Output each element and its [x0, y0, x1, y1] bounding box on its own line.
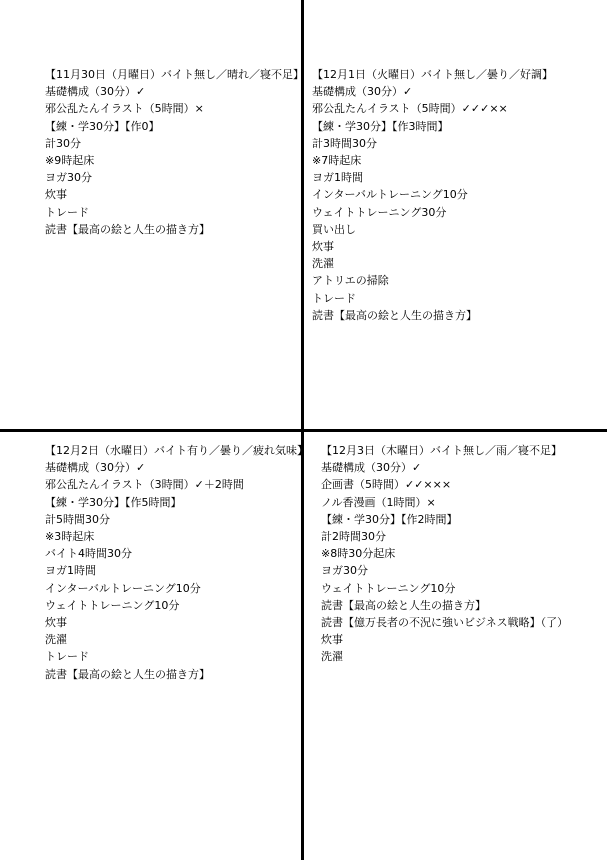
entry-line: 計3時間30分 — [312, 136, 377, 150]
entry-line: 炊事 — [45, 188, 67, 202]
diary-entry-dec2 — [45, 442, 308, 683]
entry-line: ヨガ30分 — [45, 171, 92, 185]
entry-line: 読書【億万長者の不況に強いビジネス戦略】（了） — [321, 616, 569, 630]
diary-entry-nov30 — [45, 66, 304, 238]
entry-line: ※9時起床 — [45, 154, 95, 168]
entry-line: トレード — [45, 205, 89, 219]
entry-line: 読書【最高の絵と人生の描き方】 — [45, 222, 210, 236]
entry-line: 基礎構成（30分）✓ — [45, 461, 146, 475]
entry-line: ヨガ30分 — [321, 564, 368, 578]
entry-line: 基礎構成（30分）✓ — [45, 85, 146, 99]
entry-line: ※7時起床 — [312, 154, 362, 168]
entry-line: 読書【最高の絵と人生の描き方】 — [321, 598, 486, 612]
entry-line: 炊事 — [312, 240, 334, 254]
entry-line: 【練・学30分】【作3時間】 — [312, 119, 449, 133]
entry-line: 企画書（5時間）✓✓××× — [321, 478, 452, 492]
entry-line: 邪公乱たんイラスト（3時間）✓＋2時間 — [45, 478, 244, 492]
entry-line: 炊事 — [45, 616, 67, 630]
entry-line: ※8時30分起床 — [321, 547, 396, 561]
entry-line: トレード — [312, 291, 356, 305]
horizontal-divider — [0, 429, 607, 432]
entry-line: 【練・学30分】【作5時間】 — [45, 495, 182, 509]
entry-line: ウェイトトレーニング30分 — [312, 205, 447, 219]
entry-title: 【12月3日（木曜日）バイト無し／雨／寝不足】 — [321, 444, 562, 457]
diary-entry-dec1 — [312, 66, 553, 324]
diary-entry-dec3 — [321, 442, 568, 666]
entry-line: ウェイトトレーニング10分 — [321, 581, 456, 595]
entry-line: ウェイトトレーニング10分 — [45, 598, 180, 612]
entry-line: 洗濯 — [312, 257, 334, 271]
entry-line: 邪公乱たんイラスト（5時間）✓✓✓×× — [312, 102, 508, 116]
entry-line: 炊事 — [321, 633, 343, 647]
entry-line: インターバルトレーニング10分 — [312, 188, 468, 202]
entry-line: 計5時間30分 — [45, 512, 110, 526]
entry-line: 【練・学30分】【作0】 — [45, 119, 160, 133]
entry-line: 計30分 — [45, 136, 81, 150]
entry-line: 買い出し — [312, 222, 356, 236]
entry-line: 計2時間30分 — [321, 530, 386, 544]
entry-line: 洗濯 — [321, 650, 343, 664]
entry-line: インターバルトレーニング10分 — [45, 581, 201, 595]
entry-line: 邪公乱たんイラスト（5時間）× — [45, 102, 204, 116]
entry-line: アトリエの掃除 — [312, 274, 389, 288]
entry-line: 読書【最高の絵と人生の描き方】 — [312, 308, 477, 322]
entry-line: バイト4時間30分 — [45, 547, 132, 561]
entry-line: ノル香漫画（1時間）× — [321, 495, 436, 509]
entry-line: トレード — [45, 650, 89, 664]
entry-line: ヨガ1時間 — [312, 171, 363, 185]
entry-line: 基礎構成（30分）✓ — [321, 461, 422, 475]
entry-line: 洗濯 — [45, 633, 67, 647]
entry-line: ※3時起床 — [45, 530, 95, 544]
entry-line: 基礎構成（30分）✓ — [312, 85, 413, 99]
entry-title: 【12月1日（火曜日）バイト無し／曇り／好調】 — [312, 68, 553, 81]
entry-line: ヨガ1時間 — [45, 564, 96, 578]
entry-title: 【12月2日（水曜日）バイト有り／曇り／疲れ気味】 — [45, 444, 308, 457]
entry-line: 【練・学30分】【作2時間】 — [321, 512, 458, 526]
entry-title: 【11月30日（月曜日）バイト無し／晴れ／寝不足】 — [45, 68, 304, 81]
entry-line: 読書【最高の絵と人生の描き方】 — [45, 667, 210, 681]
